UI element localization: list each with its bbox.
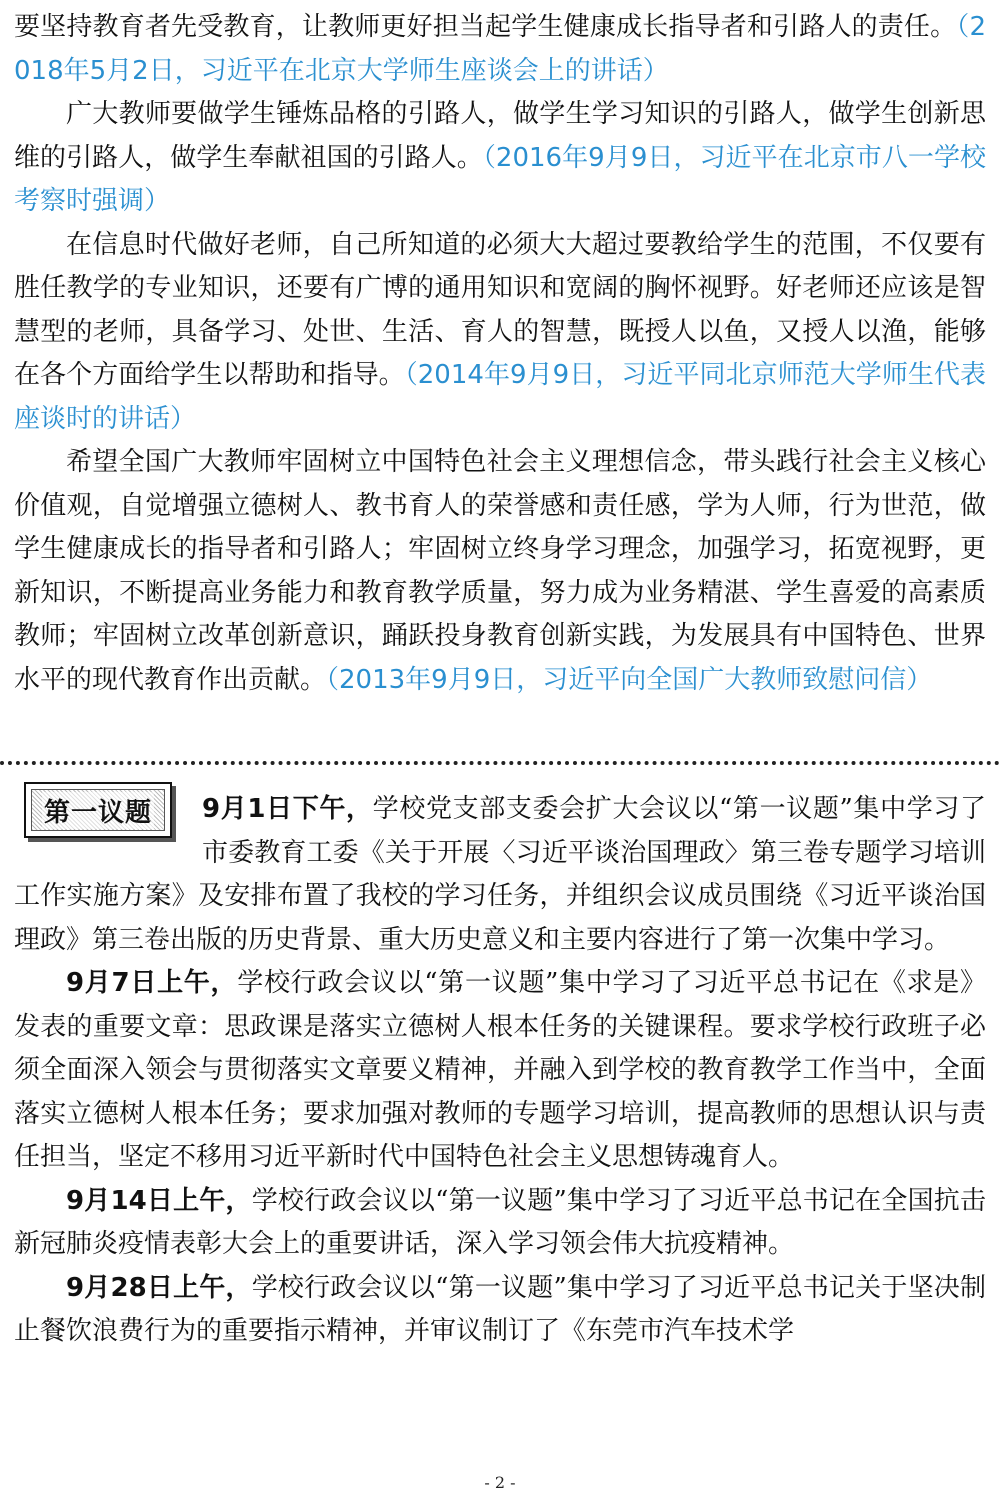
quote-paragraph-3 [14, 224, 986, 442]
section-tag-label: 第一议题 [42, 792, 154, 829]
quote-text: 广大教师要做学生锤炼品格的引路人，做学生学习知识的引路人，做学生创新思维的引路人，做学生奉献祖国的引路人。 [14, 99, 986, 173]
quote-text: 在信息时代做好老师，自己所知道的必须大大超过要教给学生的范围，不仅要有胜任教学的专业知识，还要有广博的通用知识和宽阔的胸怀视野。好老师还应该是智慧型的老师，具备学习、处世、生活、育人的智慧，既授人以鱼，又授人以渔，能够在各个方面给学生以帮助和指导。 [14, 229, 986, 390]
section-entry-2 [14, 962, 986, 1180]
quote-source: （2013年9月9日，习近平向全国广大教师致慰问信） [326, 664, 933, 695]
page-number: - 2 - [484, 1473, 516, 1492]
quote-paragraph-1 [14, 6, 986, 93]
entry-text: 学校行政会议以“第一议题”集中学习了习近平总书记在《求是》发表的重要文章：思政课是落实立德树人根本任务的关键课程。要求学校行政班子必须全面深入领会与贯彻落实文章要义精神，并融入到学校的教育教学工作当中，全面落实立德树人根本任务；要求加强对教师的专题学习培训，提高教师的思想认识与责任担当，坚定不移用习近平新时代中国特色社会主义思想铸魂育人。 [14, 968, 986, 1172]
quote-paragraph-2 [14, 93, 986, 224]
entry-text: 学校党支部支委会扩大会议以“第一议题”集中学习了市委教育工委《关于开展〈习近平谈治国理政〉第三卷专题学习培训工作实施方案》及安排布置了我校的学习任务，并组织会议成员围绕《习近平谈治国理政》第三卷出版的历史背景、重大历史意义和主要内容进行了第一次集中学习。 [14, 794, 986, 955]
entry-text: 学校行政会议以“第一议题”集中学习了习近平总书记在全国抗击新冠肺炎疫情表彰大会上的重要讲话，深入学习领会伟大抗疫精神。 [14, 1185, 986, 1259]
section-entry-3 [14, 1180, 986, 1267]
quote-source: （2018年5月2日，习近平在北京大学师生座谈会上的讲话） [14, 12, 986, 86]
quote-text: 要坚持教育者先受教育，让教师更好担当起学生健康成长指导者和引路人的责任。 [14, 12, 957, 42]
quote-paragraph-4 [14, 441, 986, 702]
quote-text: 希望全国广大教师牢固树立中国特色社会主义理想信念，带头践行社会主义核心价值观，自觉增强立德树人、教书育人的荣誉感和责任感，学为人师，行为世范，做学生健康成长的指导者和引路人；牢固树立终身学习理念，加强学习，拓宽视野，更新知识，不断提高业务能力和教育教学质量，努力成为业务精湛、学生喜爱的高素质教师；牢固树立改革创新意识，踊跃投身教育创新实践，为发展具有中国特色、世界水平的现代教育作出贡献。 [14, 447, 986, 695]
entry-date: 9月14日上午， [66, 1185, 252, 1216]
section-tag-box [24, 782, 172, 838]
section-entry-4 [14, 1267, 986, 1354]
entry-date: 9月28日上午， [66, 1272, 252, 1303]
quote-source: （2016年9月9日，习近平在北京市八一学校考察时强调） [14, 142, 986, 216]
entry-date: 9月1日下午， [202, 794, 373, 824]
quote-source: （2014年9月9日，习近平同北京师范大学师生代表座谈时的讲话） [14, 360, 986, 434]
entry-date: 9月7日上午， [66, 968, 238, 998]
dotted-divider [0, 761, 1000, 765]
first-topic-section [14, 780, 986, 1354]
quotes-block [14, 0, 986, 702]
entry-text: 学校行政会议以“第一议题”集中学习了习近平总书记关于坚决制止餐饮浪费行为的重要指示精神，并审议制订了《东莞市汽车技术学 [14, 1272, 986, 1346]
section-tag-pattern [31, 789, 165, 831]
